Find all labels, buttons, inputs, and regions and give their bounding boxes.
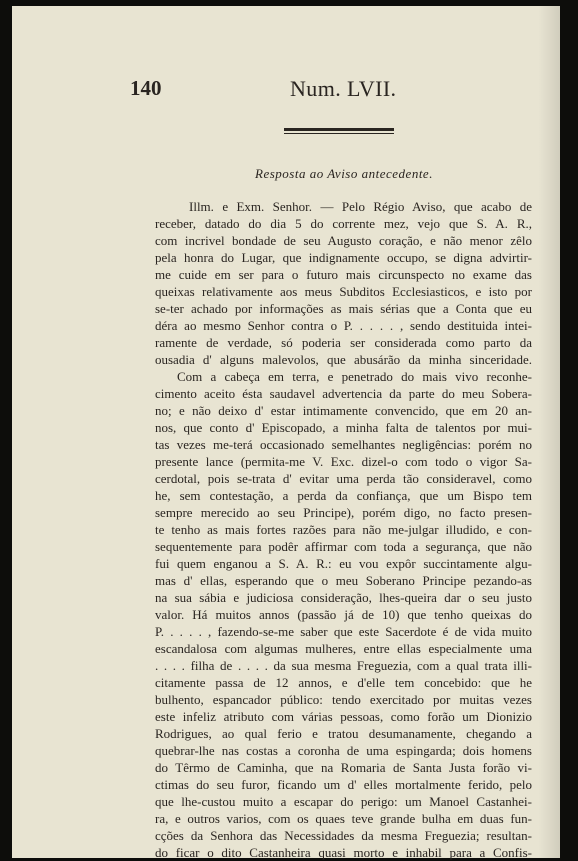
text-line: P. . . . . , fazendo-se-me saber que este Sacerdote é de vida muito — [155, 624, 532, 639]
text-line: déra ao mesmo Senhor contra o P. . . . . , sendo destituida intei- — [155, 318, 532, 333]
body-text — [155, 198, 532, 861]
page-number: 140 — [130, 76, 162, 100]
text-line: sequentemente para podêr affirmar com toda a segurança, que não — [155, 539, 532, 554]
paragraph-2 — [155, 368, 532, 861]
text-line: cimento aceito ésta saudavel advertencia da parte do meu Sobera- — [155, 386, 532, 401]
text-line: sempre merecido ao seu Principe), porém digo, no facto presen- — [155, 505, 532, 520]
text-line: queixas relativamente aos meus Subditos Ecclesiasticos, e isto por — [155, 284, 532, 299]
text-line: na sua sábia e judiciosa consideração, lhes-queira dar o seu justo — [155, 590, 532, 605]
text-line: quebrar-lhe nas costas a coronha de uma espingarda; dois homens — [155, 743, 532, 758]
book-page — [12, 6, 560, 858]
text-line: . . . . filha de . . . . da sua mesma Freguezia, com a qual trata illi- — [155, 658, 532, 673]
text-line: que lhe-custou muito a escapar do perigo: um Manoel Castanhei- — [155, 794, 532, 809]
paragraph-1 — [155, 198, 532, 368]
text-line: he, sem contestação, a perda da confiança, que um Bispo tem — [155, 488, 532, 503]
text-line: cerdotal, pois se-trata d' evitar uma perda tão consideravel, como — [155, 471, 532, 486]
title-rule — [284, 128, 394, 134]
section-subtitle: Resposta ao Aviso antecedente. — [255, 166, 433, 181]
text-line: este infeliz atributo com várias pessoas, como forão um Dionizio — [155, 709, 532, 724]
issue-title: Num. LVII. — [290, 76, 397, 101]
text-line: Com a cabeça em terra, e penetrado do mais vivo reconhe- — [177, 369, 532, 384]
text-line: valor. Há muitos annos (passão já de 10) que tenho queixas do — [155, 607, 532, 622]
text-line: escandalosa com algumas mulheres, entre ellas especialmente uma — [155, 641, 532, 656]
text-line: se-ter achado por informações as mais sérias que a Conta que eu — [155, 301, 532, 316]
text-line: fui quem enganou a S. A. R.: eu vou expôr succintamente algu- — [155, 556, 532, 571]
text-line: tas vezes me-terá occasionado semelhantes negligências: porém no — [155, 437, 532, 452]
text-line: ousadia d' alguns malevolos, que abusárão da minha sinceridade. — [155, 352, 532, 367]
page-spine-shadow — [538, 6, 560, 858]
text-line: com incrivel bondade de seu Augusto coração, e não menor zêlo — [155, 233, 532, 248]
text-line: mas d' ellas, esperando que o meu Soberano Principe pezando-as — [155, 573, 532, 588]
text-line: do ficar o dito Castanheira quasi morto e inhabil para a Confis- — [155, 845, 532, 860]
text-line: do Têrmo de Caminha, que na Romaria de Santa Justa forão vi- — [155, 760, 532, 775]
text-line: receber, datado do dia 5 do corrente mez, vejo que S. A. R., — [155, 216, 532, 231]
text-line: Illm. e Exm. Senhor. — Pelo Régio Aviso, que acabo de — [189, 199, 532, 214]
text-line: Rodrigues, ao qual ferio e tratou desumanamente, chegando a — [155, 726, 532, 741]
text-line: bulhento, espancador público: tendo exercitado por muitas vezes — [155, 692, 532, 707]
text-line: presente lance (permita-me V. Exc. dizel-o com todo o vigor Sa- — [155, 454, 532, 469]
text-line: te tenho as mais fortes razões para não me-julgar illudido, e con- — [155, 522, 532, 537]
text-line: nos, que conto d' Episcopado, a minha falta de talentos por mui- — [155, 420, 532, 435]
text-line: me cuide em ser para o futuro mais circunspecto no exame das — [155, 267, 532, 282]
text-line: ramente de verdade, só poderia ser considerada como parto da — [155, 335, 532, 350]
text-line: ctimas do seu furor, ficando um d' elles mortalmente ferido, pelo — [155, 777, 532, 792]
text-line: citamente passa de 12 annos, e d'elle tem concebido: que he — [155, 675, 532, 690]
text-line: ra, e outros varios, com os quaes teve grande bulha em duas fun- — [155, 811, 532, 826]
text-line: no; e não deixo d' estar intimamente convencido, que em 20 an- — [155, 403, 532, 418]
text-line: cções da Senhora das Necessidades da mesma Freguezia; resultan- — [155, 828, 532, 843]
text-line: pela honra do Lugar, que indignamente occupo, se digna advirtir- — [155, 250, 532, 265]
